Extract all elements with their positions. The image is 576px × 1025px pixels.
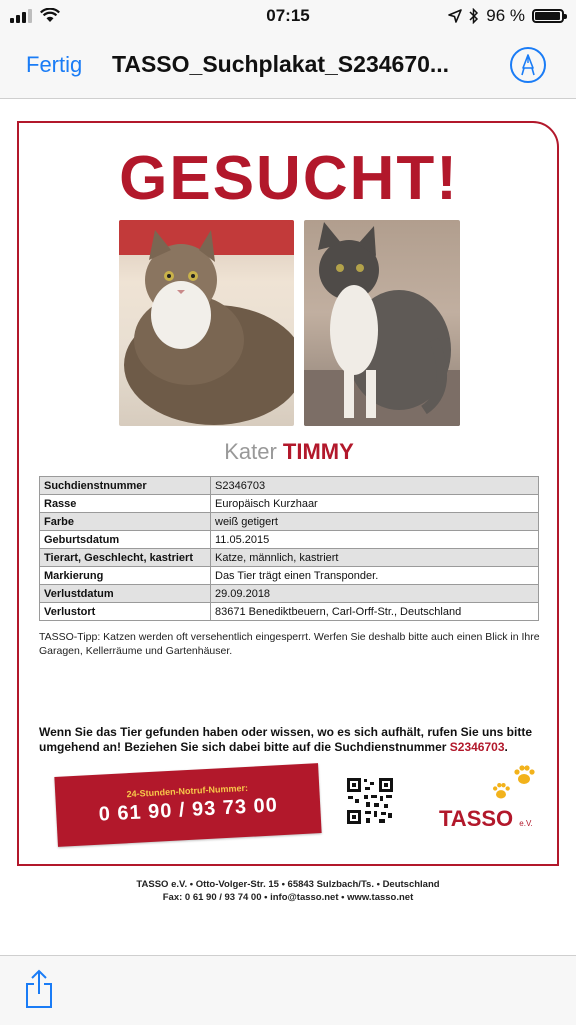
row-value: weiß getigert [211, 513, 539, 531]
done-button[interactable]: Fertig [26, 52, 83, 77]
bluetooth-icon [469, 8, 479, 24]
row-value: Europäisch Kurzhaar [211, 495, 539, 513]
document-title: TASSO_Suchplakat_S234670... [112, 51, 450, 77]
row-key: Rasse [40, 495, 211, 513]
cat-photo-sitting [304, 220, 460, 426]
row-key: Markierung [40, 567, 211, 585]
cat-photo-lying [119, 220, 294, 426]
cat-name-highlight: TIMMY [282, 439, 354, 464]
markup-pen-icon [518, 54, 538, 76]
hotline-banner [54, 763, 321, 847]
row-value: S2346703 [211, 477, 539, 495]
qr-code-icon [346, 777, 394, 825]
cat-name [19, 439, 559, 465]
row-value: Das Tier trägt einen Transponder. [211, 567, 539, 585]
paw-icon [491, 781, 511, 801]
table-row [40, 495, 539, 513]
callout-end: . [504, 740, 508, 754]
callout-text: Wenn Sie das Tier gefunden haben oder wissen, wo es sich aufhält, rufen Sie uns bitte umgehend an! Beziehen Sie sich dabei bitte auf die Suchdienstnummer [39, 725, 532, 754]
table-row [40, 585, 539, 603]
row-value: Katze, männlich, kastriert [211, 549, 539, 567]
battery-percent: 96 % [486, 6, 525, 25]
cat-prefix: Kater [224, 439, 277, 464]
footer-contact: Fax: 0 61 90 / 93 74 00 • info@tasso.net • www.tasso.net [162, 892, 414, 903]
call-to-action [39, 725, 549, 755]
poster-headline: GESUCHT! [119, 144, 459, 213]
hotline-number: 0 61 90 / 93 73 00 [98, 794, 279, 826]
row-key: Tierart, Geschlecht, kastriert [40, 549, 211, 567]
paw-icon [512, 763, 536, 787]
status-bar [0, 0, 576, 32]
missing-poster [17, 121, 559, 866]
document-view[interactable] [0, 99, 576, 955]
row-value: 29.09.2018 [211, 585, 539, 603]
table-row [40, 549, 539, 567]
table-row [40, 513, 539, 531]
row-key: Farbe [40, 513, 211, 531]
callout-number: S2346703 [449, 740, 505, 754]
logo-suffix: e.V. [519, 819, 533, 828]
row-key: Suchdienstnummer [40, 477, 211, 495]
row-key: Verlustort [40, 603, 211, 621]
footer-address: TASSO e.V. • Otto-Volger-Str. 15 • 65843 Sulzbach/Ts. • Deutschland [136, 879, 440, 890]
table-row [40, 603, 539, 621]
row-value: 83671 Benediktbeuern, Carl-Orff-Str., Deutschland [211, 603, 539, 621]
table-row [40, 531, 539, 549]
table-row [40, 477, 539, 495]
tasso-tip: TASSO-Tipp: Katzen werden oft versehentlich eingesperrt. Werfen Sie deshalb bitte auch einen Blick in Ihre Garagen, Kellerräume und Gartenhäuser. [39, 631, 540, 657]
table-row [40, 567, 539, 585]
info-table [39, 476, 539, 621]
row-key: Verlustdatum [40, 585, 211, 603]
row-key: Geburtsdatum [40, 531, 211, 549]
battery-icon [532, 9, 564, 23]
poster-footer [0, 878, 576, 904]
logo-text: TASSO [439, 806, 514, 831]
row-value: 11.05.2015 [211, 531, 539, 549]
tasso-logo [439, 806, 533, 832]
share-icon[interactable] [24, 969, 54, 1009]
location-arrow-icon [448, 9, 462, 23]
markup-button[interactable] [510, 47, 546, 83]
navigation-bar [0, 32, 576, 99]
bottom-toolbar [0, 955, 576, 1025]
status-time: 07:15 [266, 6, 310, 25]
hotline-label: 24-Stunden-Notruf-Nummer: [126, 782, 249, 800]
